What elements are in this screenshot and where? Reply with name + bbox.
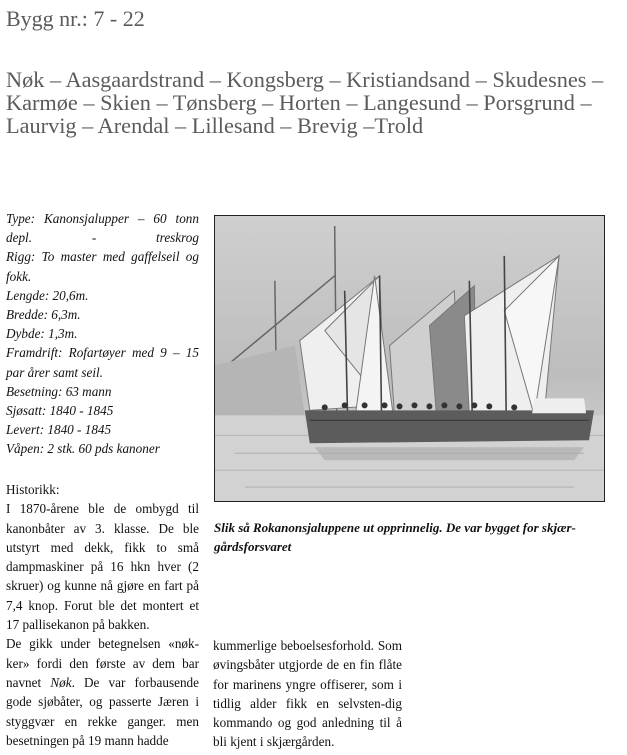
history-continuation: kummerlige beboelsesforhold. Som øvingsbåter utgjorde de en fin flåte for marinens yngre offiserer, som i tidlig alder fikk en selvsten-dig kommando og god anledning til å bli kjent i skjærgården. <box>213 638 402 750</box>
history-paragraph-2 <box>6 634 199 750</box>
spec-weapons: Våpen: 2 stk. 60 pds kanoner <box>6 441 160 457</box>
build-number-heading: Bygg nr.: 7 - 22 <box>6 6 145 31</box>
history-heading: Historikk: <box>6 482 60 497</box>
history-section <box>6 480 199 750</box>
spec-crew: Besetning: 63 mann <box>6 383 112 399</box>
spec-rigg: Rigg: To master med gaffelseil og fokk. <box>6 249 199 284</box>
spec-delivered: Levert: 1840 - 1845 <box>6 422 112 438</box>
ship-name-italic: Nøk <box>50 674 72 690</box>
spec-list <box>6 209 199 459</box>
spec-type: Type: Kanonsjalupper – 60 tonn depl. - treskrog <box>6 211 199 246</box>
spec-depth: Dybde: 1,3m. <box>6 326 78 342</box>
history-p2-text-b: . De var forbausende gode sjøbåter, og passerte Jæren i styggvær en rekke ganger. men besetningen på 19 mann hadde <box>6 674 199 748</box>
vessel-names-heading: Nøk – Aasgaardstrand – Kongsberg – Kristiandsand – Skudesnes – Karmøe – Skien – Tønsberg – Horten – Langesund – Porsgrund – Laurvig – Arendal – Lillesand – Brevig –Trold <box>6 67 604 138</box>
spec-propulsion: Framdrift: Rofartøyer med 9 – 15 par årer samt seil. <box>6 345 199 380</box>
history-paragraph-1: I 1870-årene ble de ombygd til kanonbåter av 3. klasse. De ble utstyrt med dekk, fikk to små dampmaskiner på 16 hkn hver (2 skruer) og kunne nå gjøre en fart på 7,4 knop. Forut ble det montert et 17 pallisekanon på bakken. <box>6 501 199 633</box>
spec-width: Bredde: 6,3m. <box>6 307 81 323</box>
spec-launched: Sjøsatt: 1840 - 1845 <box>6 403 114 419</box>
spec-length: Lengde: 20,6m. <box>6 287 89 303</box>
figure-caption: Slik så Rokanonsjaluppene ut opprinnelig. De var bygget for skjær-gårdsforsvaret <box>214 520 576 554</box>
history-p2-text-a: De gikk under betegnelsen «nøk-ker» fordi den første av dem bar navnet <box>6 636 199 690</box>
ship-illustration <box>214 215 605 502</box>
ship-drawing <box>215 216 604 501</box>
